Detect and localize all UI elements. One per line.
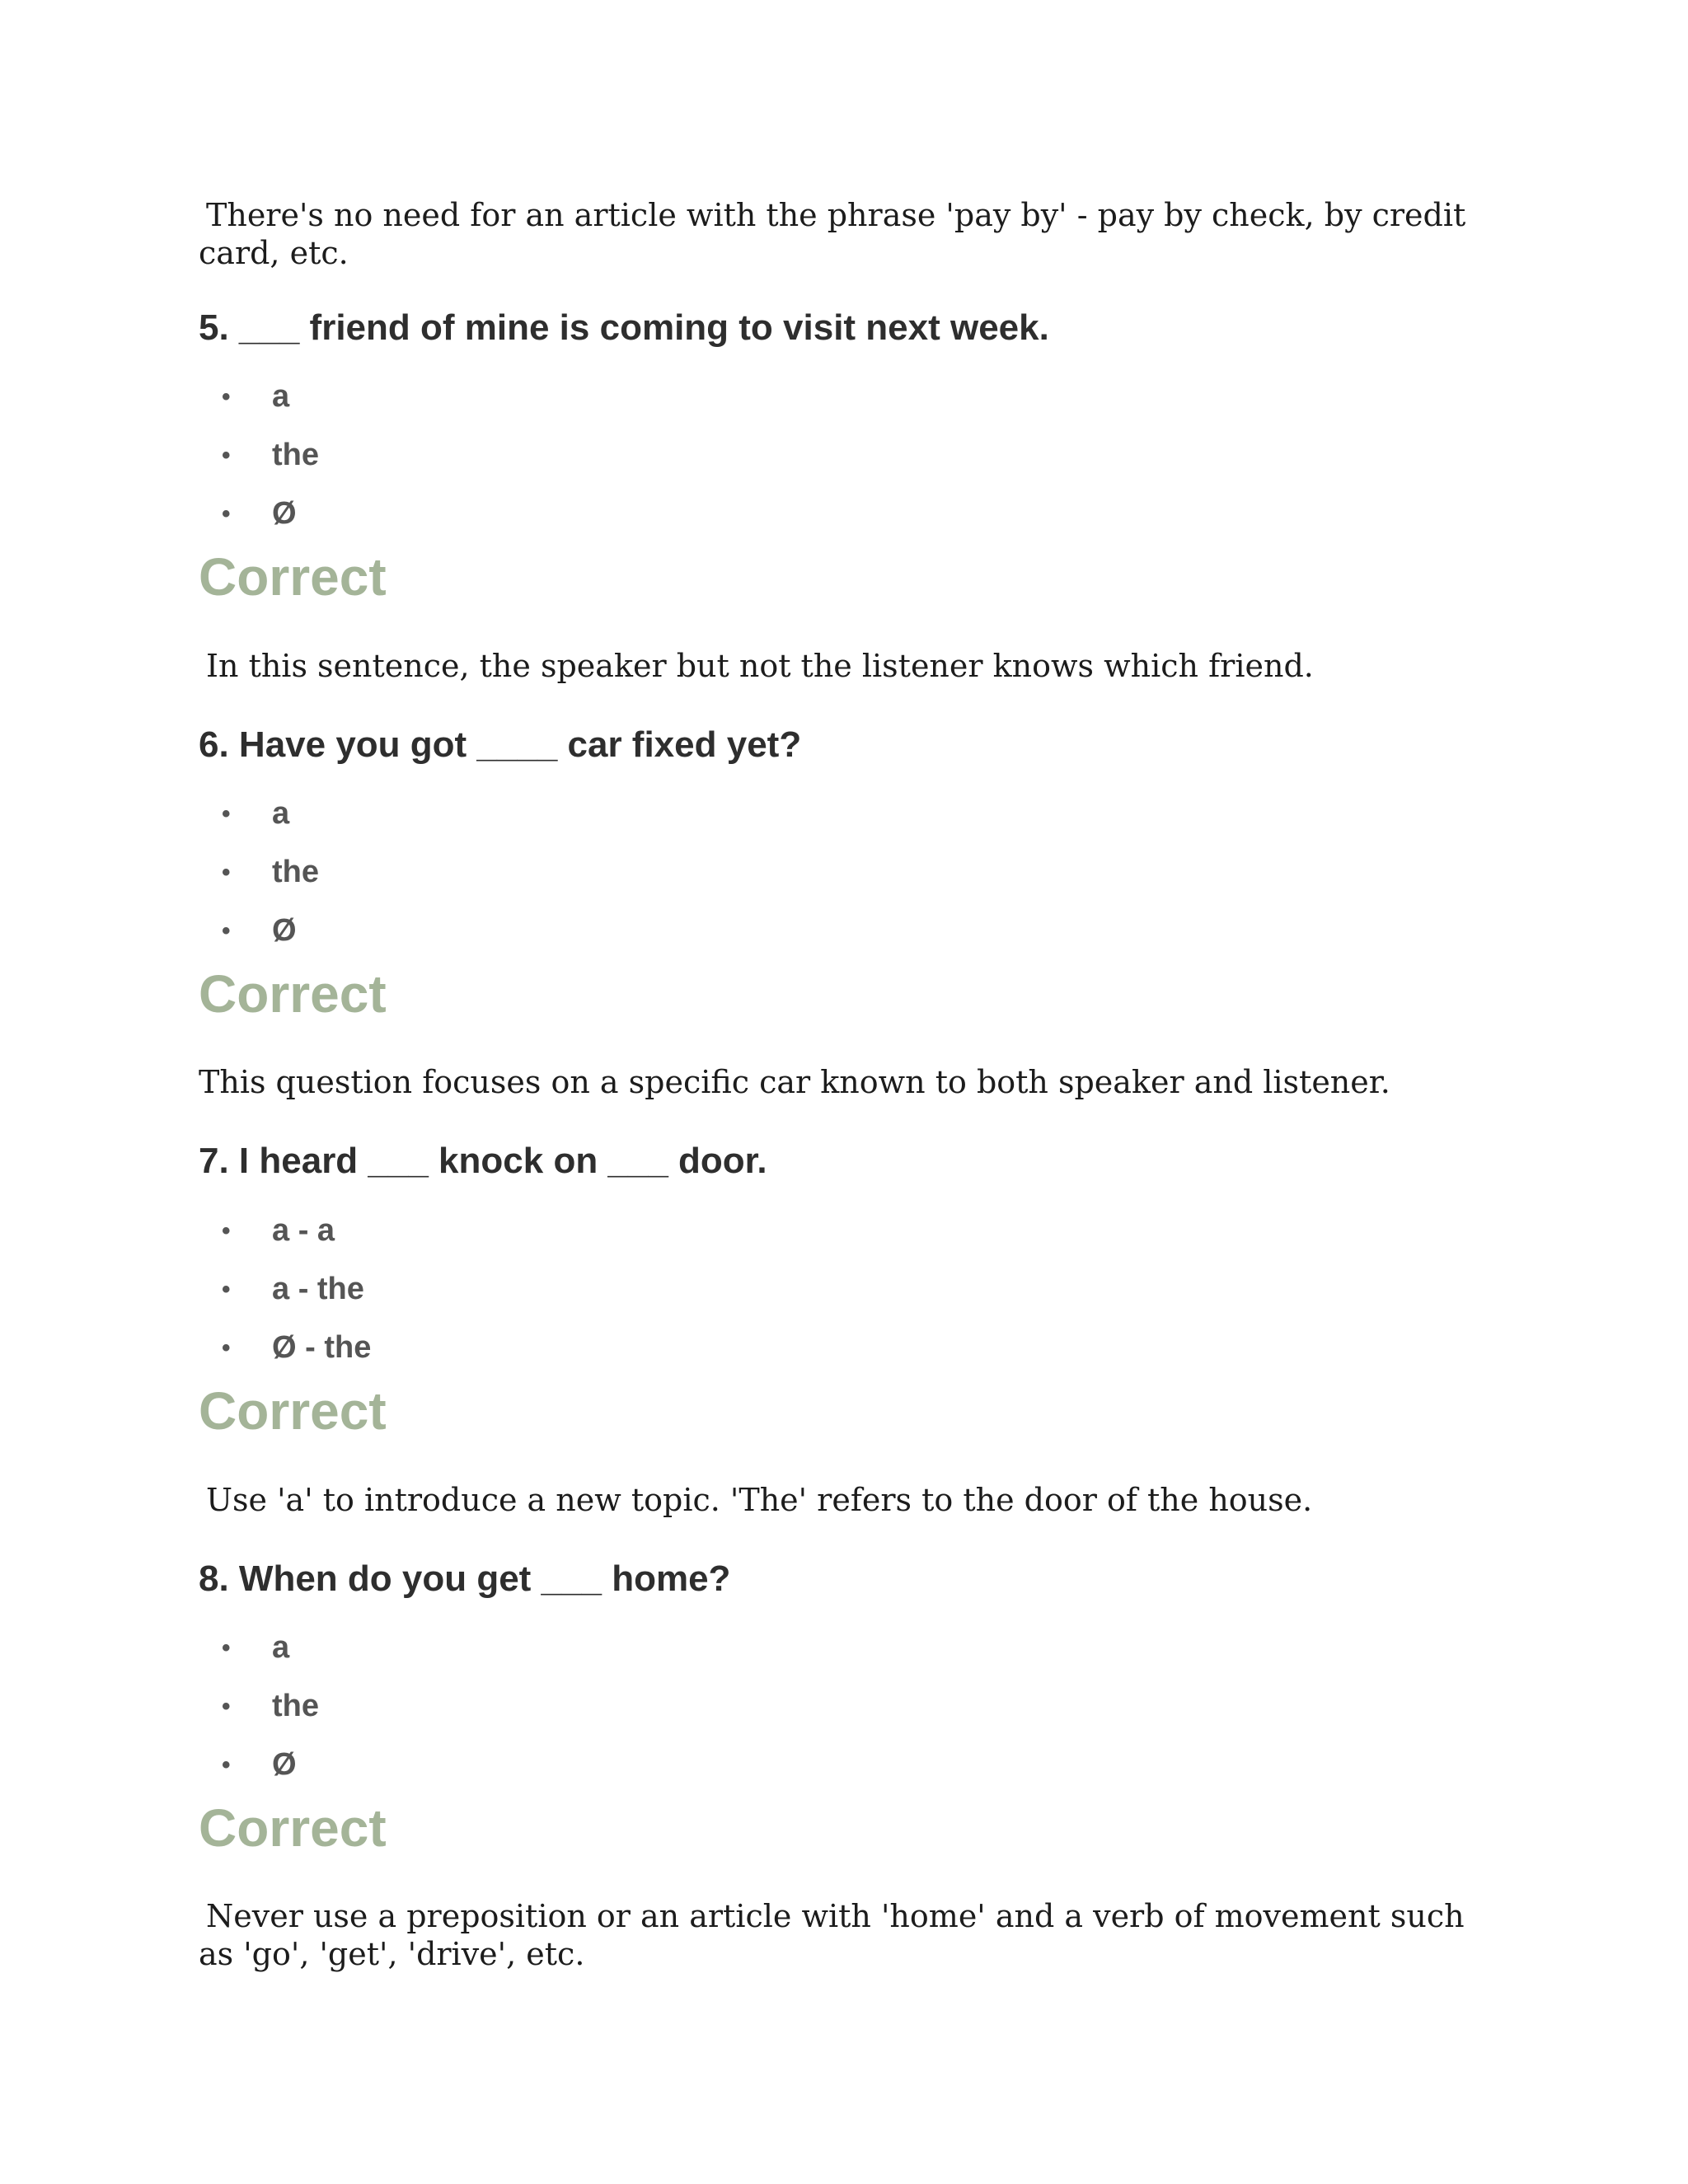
option-label: Ø	[272, 496, 297, 531]
bullet-icon: •	[222, 500, 231, 527]
intro-explanation	[199, 196, 1468, 272]
option-item[interactable]	[199, 1677, 319, 1736]
option-item[interactable]	[199, 1619, 319, 1677]
option-label: a - the	[272, 1272, 364, 1306]
bullet-icon: •	[222, 859, 231, 886]
bullet-icon: •	[222, 1217, 231, 1244]
question-5-explanation	[199, 647, 1468, 685]
option-label: a - a	[272, 1213, 335, 1248]
question-7-options	[199, 1202, 371, 1377]
bullet-icon: •	[222, 1751, 231, 1779]
option-label: Ø	[272, 913, 297, 948]
bullet-icon: •	[222, 1693, 231, 1720]
explanation-text: This question focuses on a specific car known to both speaker and listener.	[199, 1064, 1390, 1100]
explanation-text: Use 'a' to introduce a new topic. 'The' refers to the door of the house.	[206, 1482, 1313, 1518]
question-5-options	[199, 368, 319, 543]
option-label: a	[272, 379, 290, 414]
bullet-icon: •	[222, 383, 231, 410]
question-6-result: Correct	[199, 964, 387, 1024]
option-item[interactable]	[199, 485, 319, 543]
option-label: a	[272, 1630, 290, 1665]
question-8-result: Correct	[199, 1798, 387, 1858]
bullet-icon: •	[222, 442, 231, 469]
option-item[interactable]	[199, 1736, 319, 1794]
option-item[interactable]	[199, 426, 319, 485]
option-item[interactable]	[199, 902, 319, 960]
bullet-icon: •	[222, 1334, 231, 1361]
option-label: the	[272, 438, 319, 472]
option-item[interactable]	[199, 785, 319, 843]
question-8-explanation	[199, 1897, 1468, 1973]
option-label: the	[272, 855, 319, 889]
option-item[interactable]	[199, 843, 319, 902]
bullet-icon: •	[222, 1634, 231, 1661]
bullet-icon: •	[222, 917, 231, 944]
explanation-text: Never use a preposition or an article with 'home' and a verb of movement such as 'go', 'get', 'drive', etc.	[199, 1898, 1465, 1972]
question-7-explanation	[199, 1481, 1468, 1519]
option-label: the	[272, 1689, 319, 1723]
question-5-result: Correct	[199, 547, 387, 607]
option-label: Ø	[272, 1747, 297, 1782]
question-7-title: 7. I heard ___ knock on ___ door.	[199, 1141, 767, 1181]
option-label: a	[272, 796, 290, 831]
bullet-icon: •	[222, 1276, 231, 1303]
bullet-icon: •	[222, 800, 231, 827]
question-8-options	[199, 1619, 319, 1794]
explanation-text: In this sentence, the speaker but not the listener knows which friend.	[206, 648, 1314, 684]
option-item[interactable]	[199, 1260, 371, 1319]
question-6-title: 6. Have you got ____ car fixed yet?	[199, 724, 802, 765]
option-item[interactable]	[199, 1319, 371, 1377]
intro-text: There's no need for an article with the phrase 'pay by' - pay by check, by credit card, etc.	[199, 197, 1466, 271]
question-6-options	[199, 785, 319, 960]
question-5-title: 5. ___ friend of mine is coming to visit next week.	[199, 307, 1049, 348]
option-item[interactable]	[199, 1202, 371, 1260]
question-7-result: Correct	[199, 1381, 387, 1441]
option-item[interactable]	[199, 368, 319, 426]
option-label: Ø - the	[272, 1330, 372, 1365]
question-6-explanation	[199, 1063, 1468, 1101]
question-8-title: 8. When do you get ___ home?	[199, 1558, 731, 1599]
